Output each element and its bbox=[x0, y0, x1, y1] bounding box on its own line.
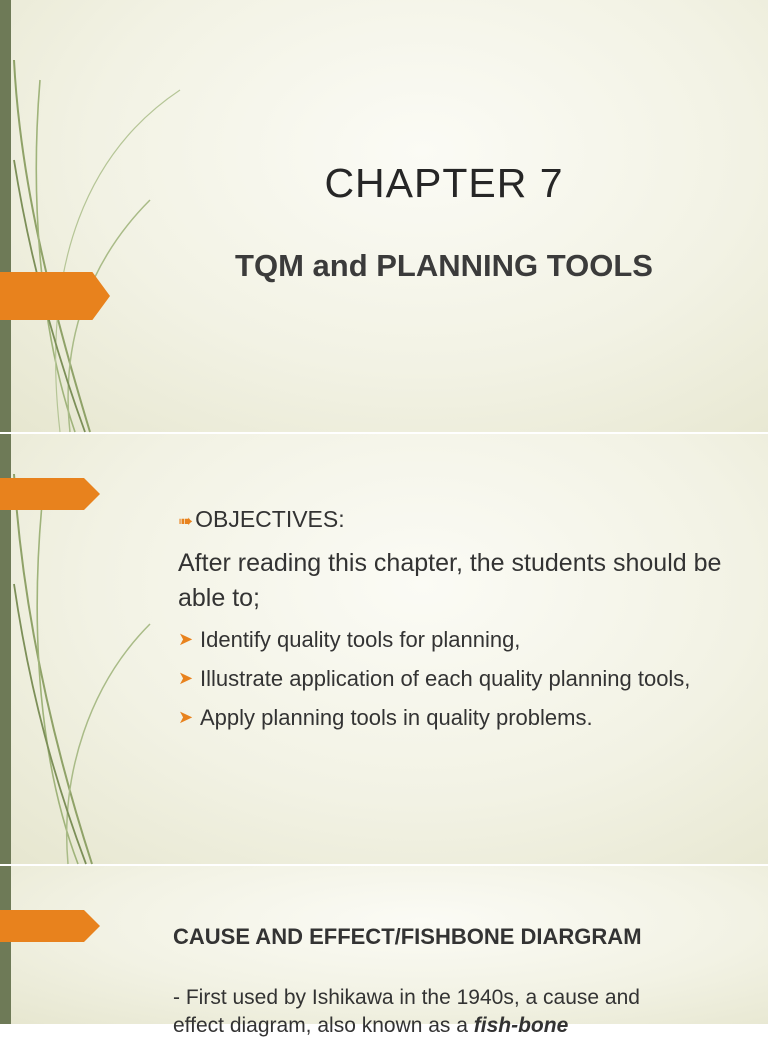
objectives-list bbox=[178, 624, 738, 741]
arrow-bullet-icon: ➠ bbox=[178, 511, 194, 531]
chevron-bullet-icon: ➤ bbox=[178, 629, 194, 649]
orange-tab bbox=[0, 478, 100, 510]
body-line bbox=[173, 1012, 733, 1040]
section-title: CAUSE AND EFFECT/FISHBONE DIARGRAM bbox=[173, 924, 642, 949]
objectives-intro: After reading this chapter, the students should be able to; bbox=[178, 549, 722, 612]
slide-title bbox=[0, 0, 768, 432]
body-line: - First used by Ishikawa in the 1940s, a cause and bbox=[173, 986, 640, 1009]
sidebar-stripe bbox=[0, 866, 11, 1024]
body-line-text: effect diagram, also known as a bbox=[173, 1014, 474, 1037]
list-item-text: Apply planning tools in quality problems. bbox=[200, 705, 593, 730]
list-item-text: Identify quality tools for planning, bbox=[200, 627, 521, 652]
chapter-subtitle: TQM and PLANNING TOOLS bbox=[235, 248, 653, 283]
chevron-bullet-icon: ➤ bbox=[178, 707, 194, 727]
slide-fishbone bbox=[0, 866, 768, 1037]
orange-tab bbox=[0, 910, 100, 942]
chevron-bullet-icon: ➤ bbox=[178, 668, 194, 688]
slide-objectives bbox=[0, 434, 768, 864]
leaf-curves-decoration bbox=[0, 0, 180, 432]
objectives-heading-text: OBJECTIVES: bbox=[195, 506, 345, 532]
list-item bbox=[178, 663, 738, 694]
chapter-title: CHAPTER 7 bbox=[324, 160, 564, 206]
list-item bbox=[178, 702, 738, 733]
body-text bbox=[173, 984, 733, 1040]
list-item-text: Illustrate application of each quality planning tools, bbox=[200, 666, 691, 691]
list-item bbox=[178, 624, 738, 655]
emphasis-text: fish-bone bbox=[473, 1014, 569, 1037]
objectives-heading bbox=[178, 506, 345, 533]
